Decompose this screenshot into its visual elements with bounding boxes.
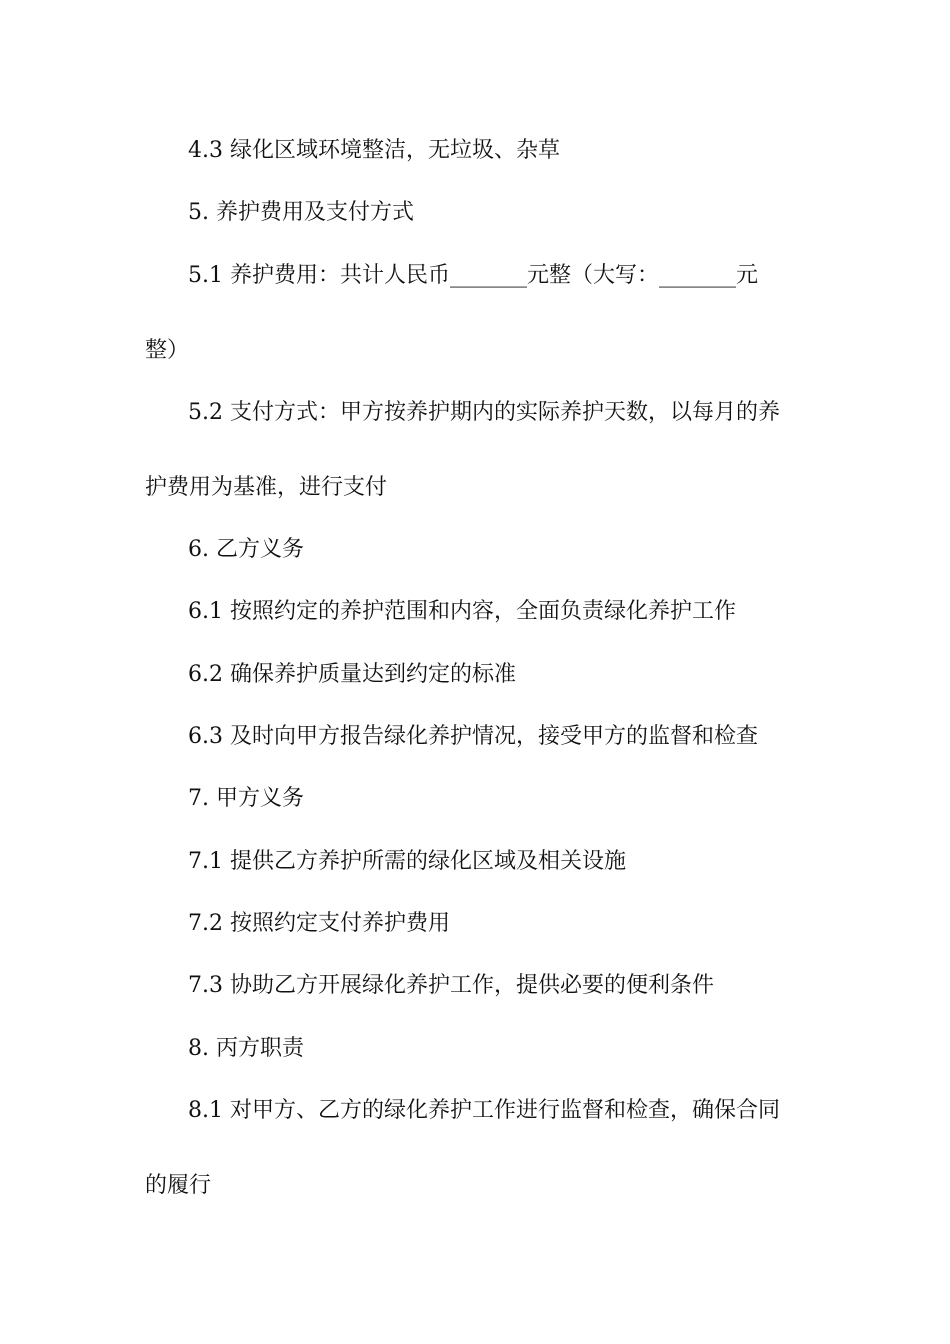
clause-7-2: 7.2 按照约定支付养护费用 [188, 911, 450, 936]
clause-6-3: 6.3 及时向甲方报告绿化养护情况，接受甲方的监督和检查 [188, 724, 758, 749]
clause-5-2: 5.2 支付方式：甲方按养护期内的实际养护天数，以每月的养 [188, 400, 780, 425]
clause-7-1: 7.1 提供乙方养护所需的绿化区域及相关设施 [188, 849, 626, 874]
clause-8-1: 8.1 对甲方、乙方的绿化养护工作进行监督和检查，确保合同 [188, 1098, 780, 1123]
clause-6-2: 6.2 确保养护质量达到约定的标准 [188, 662, 516, 687]
clause-5-1: 5.1 养护费用：共计人民币_______元整（大写：_______元 [188, 263, 758, 288]
section-7-heading: 7. 甲方义务 [188, 786, 304, 811]
section-8-heading: 8. 丙方职责 [188, 1036, 304, 1061]
clause-8-1-continued: 的履行 [145, 1173, 212, 1198]
clause-6-1: 6.1 按照约定的养护范围和内容，全面负责绿化养护工作 [188, 599, 736, 624]
section-5-heading: 5. 养护费用及支付方式 [188, 200, 414, 225]
clause-5-2-continued: 护费用为基准，进行支付 [145, 475, 388, 500]
clause-4-3: 4.3 绿化区域环境整洁，无垃圾、杂草 [188, 138, 560, 163]
clause-7-3: 7.3 协助乙方开展绿化养护工作，提供必要的便利条件 [188, 973, 714, 998]
clause-5-1-continued: 整） [145, 338, 190, 363]
section-6-heading: 6. 乙方义务 [188, 537, 304, 562]
